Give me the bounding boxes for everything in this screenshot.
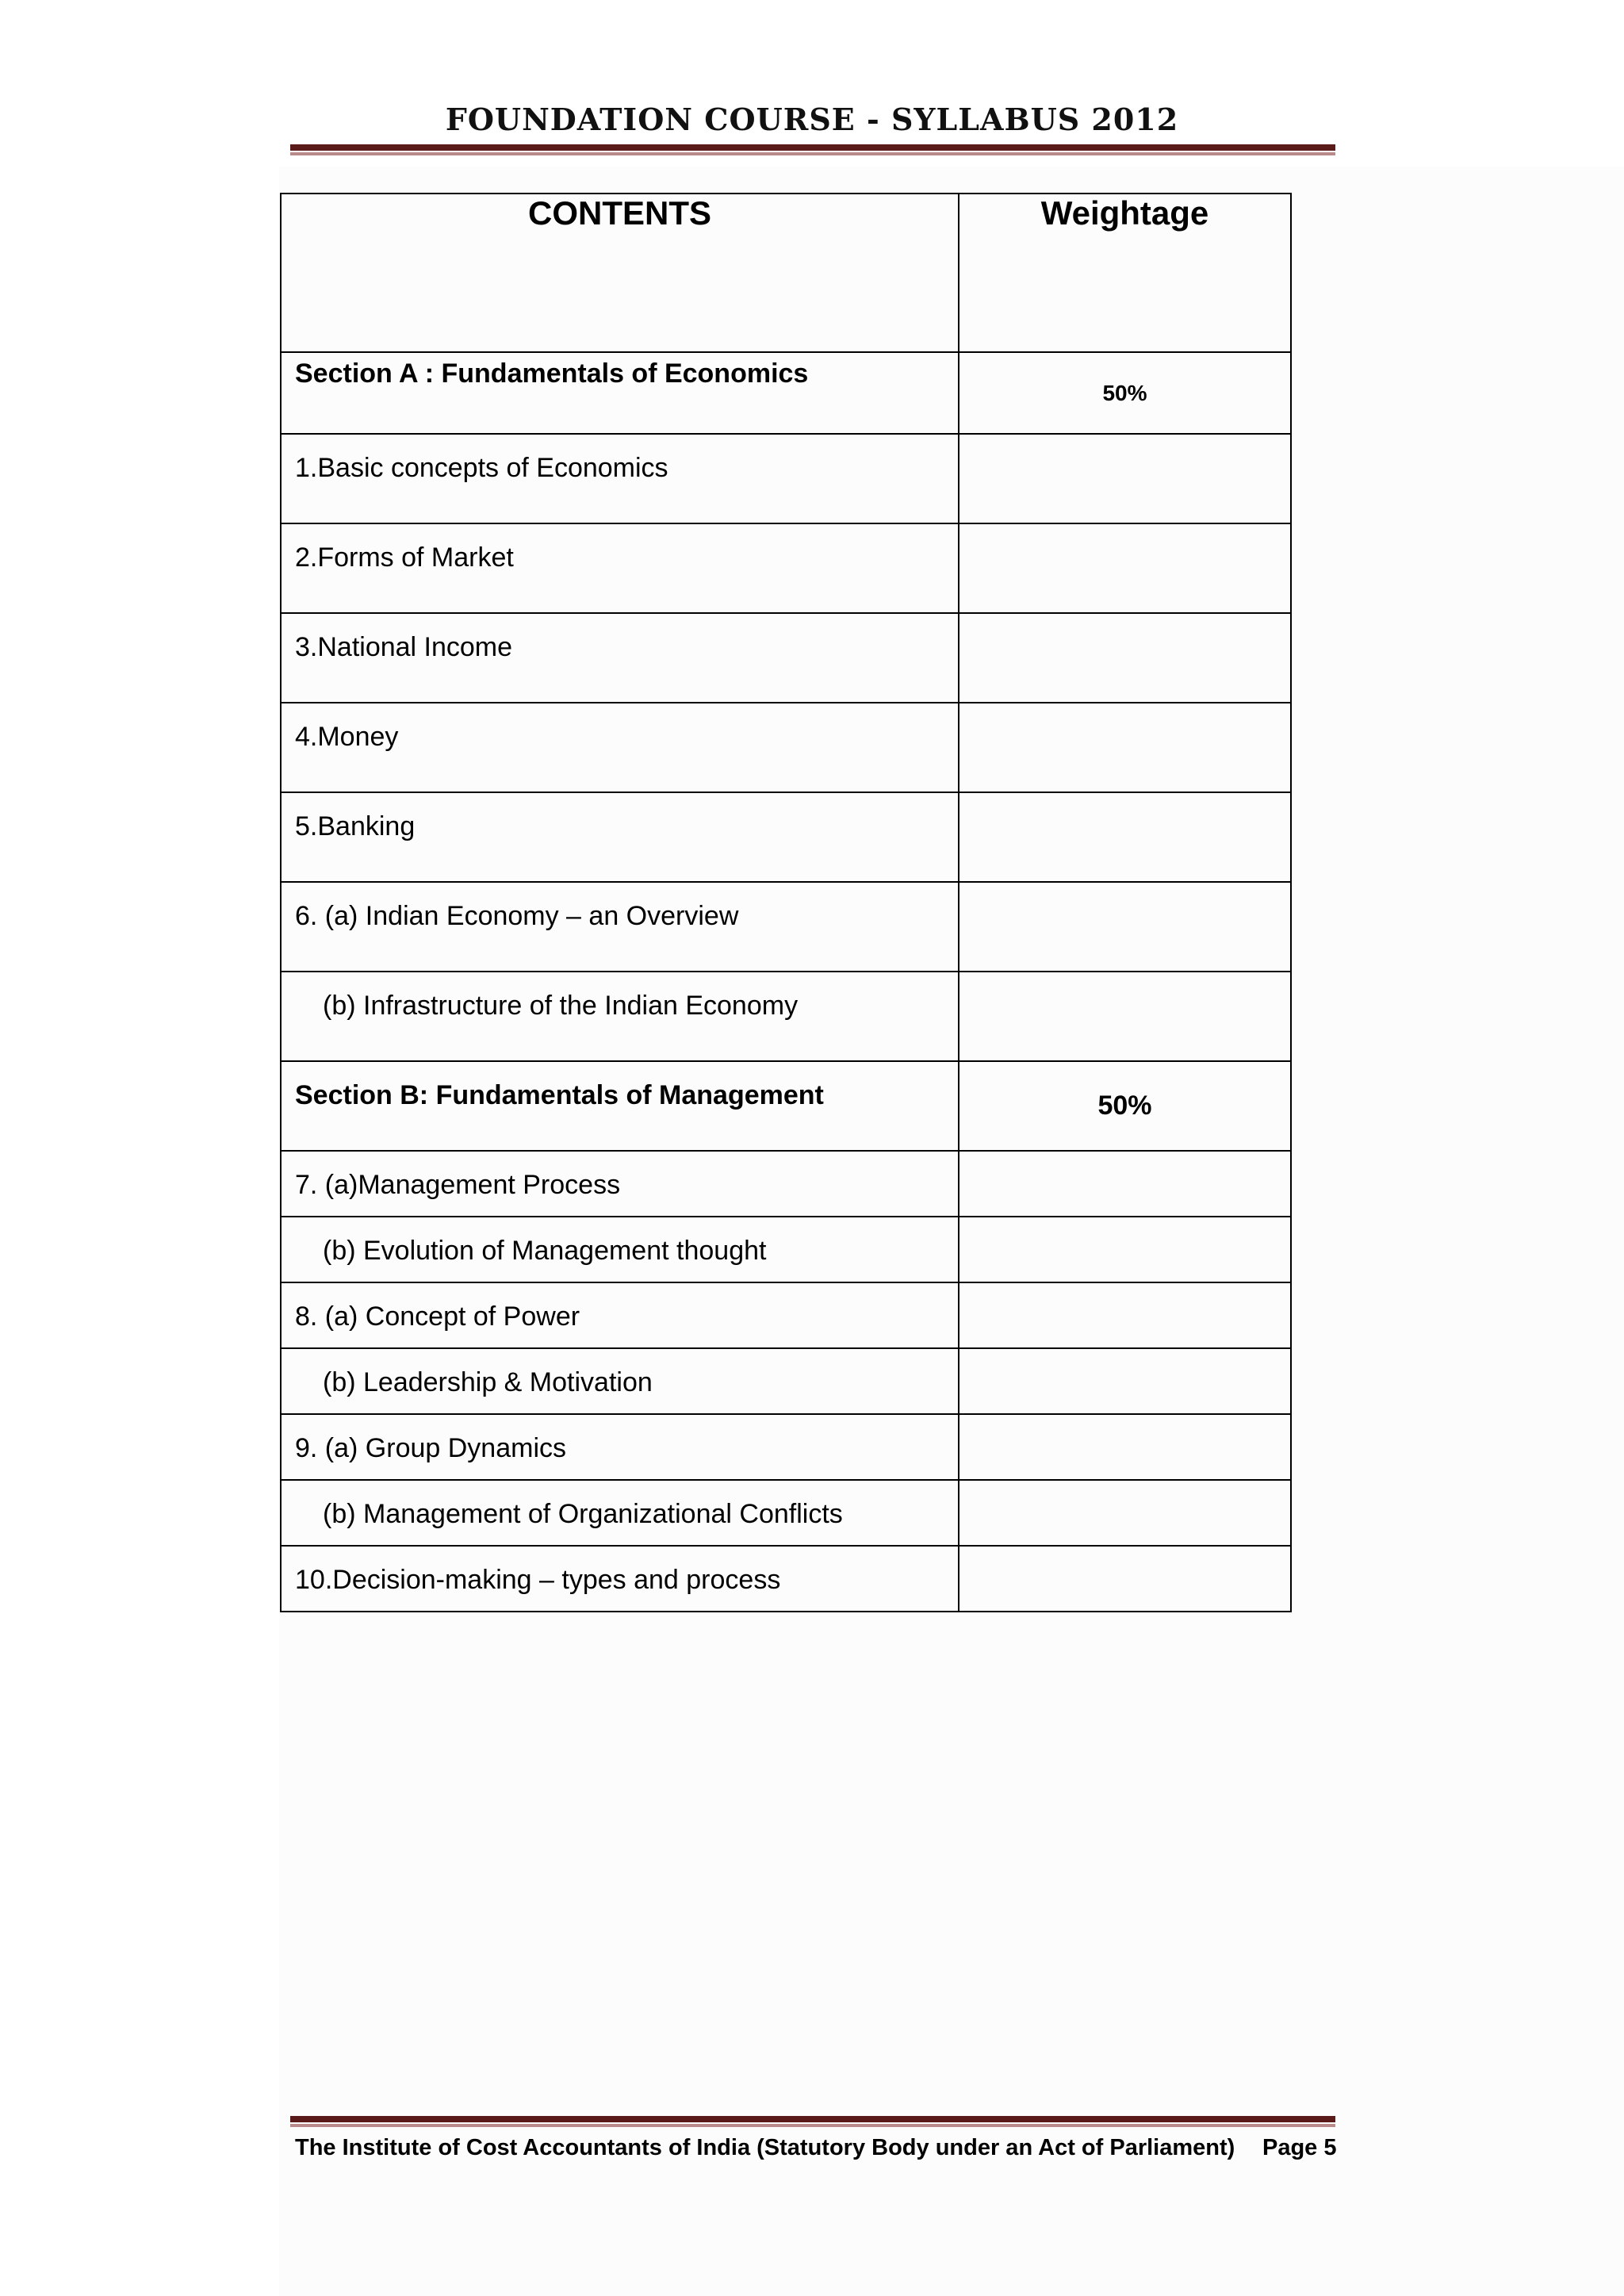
table-row [281,613,1291,703]
table-row [281,1348,1291,1414]
column-header-contents: CONTENTS [281,194,959,352]
item-label: (b) Evolution of Management thought [281,1217,959,1282]
item-label: 6. (a) Indian Economy – an Overview [281,882,959,972]
item-label: 7. (a)Management Process [281,1151,959,1217]
table-row [281,1546,1291,1612]
table-row [281,352,1291,434]
item-weightage [959,523,1291,613]
header-rule-light [290,152,1335,155]
item-weightage [959,1217,1291,1282]
table-header-row [281,194,1291,352]
footer-institute-name: The Institute of Cost Accountants of India (Statutory Body under an Act of Parliament) [295,2135,1235,2160]
table-row [281,792,1291,882]
item-label: 2.Forms of Market [281,523,959,613]
table-row [281,1151,1291,1217]
item-label: 10.Decision-making – types and process [281,1546,959,1612]
item-weightage [959,1546,1291,1612]
table-row [281,1217,1291,1282]
table-row [281,1061,1291,1151]
item-label: 3.National Income [281,613,959,703]
item-label: 1.Basic concepts of Economics [281,434,959,523]
item-weightage [959,1151,1291,1217]
item-weightage [959,882,1291,972]
page-header-title: FOUNDATION COURSE - SYLLABUS 2012 [445,102,1179,137]
header-rule [290,144,1335,151]
item-weightage [959,1480,1291,1546]
section-a-weightage: 50% [959,352,1291,434]
item-weightage [959,1282,1291,1348]
table-row [281,1414,1291,1480]
table-row [281,882,1291,972]
item-label: (b) Leadership & Motivation [281,1348,959,1414]
footer-page-number: Page 5 [1262,2135,1337,2160]
item-label: 4.Money [281,703,959,792]
table-row [281,434,1291,523]
item-weightage [959,703,1291,792]
item-weightage [959,792,1291,882]
table-row [281,1480,1291,1546]
item-weightage [959,613,1291,703]
section-b-weightage: 50% [959,1061,1291,1151]
section-a-title: Section A : Fundamentals of Economics [281,352,959,434]
table-row [281,703,1291,792]
item-weightage [959,1414,1291,1480]
column-header-weightage: Weightage [959,194,1291,352]
item-label: (b) Infrastructure of the Indian Economy [281,972,959,1061]
item-weightage [959,1348,1291,1414]
syllabus-table [280,193,1292,1612]
item-label: 8. (a) Concept of Power [281,1282,959,1348]
item-weightage [959,434,1291,523]
item-label: (b) Management of Organizational Conflicts [281,1480,959,1546]
table-row [281,972,1291,1061]
footer-rule [290,2116,1335,2122]
section-b-title: Section B: Fundamentals of Management [281,1061,959,1151]
table-row [281,1282,1291,1348]
item-label: 9. (a) Group Dynamics [281,1414,959,1480]
footer-rule-light [290,2124,1335,2127]
item-label: 5.Banking [281,792,959,882]
table-row [281,523,1291,613]
item-weightage [959,972,1291,1061]
